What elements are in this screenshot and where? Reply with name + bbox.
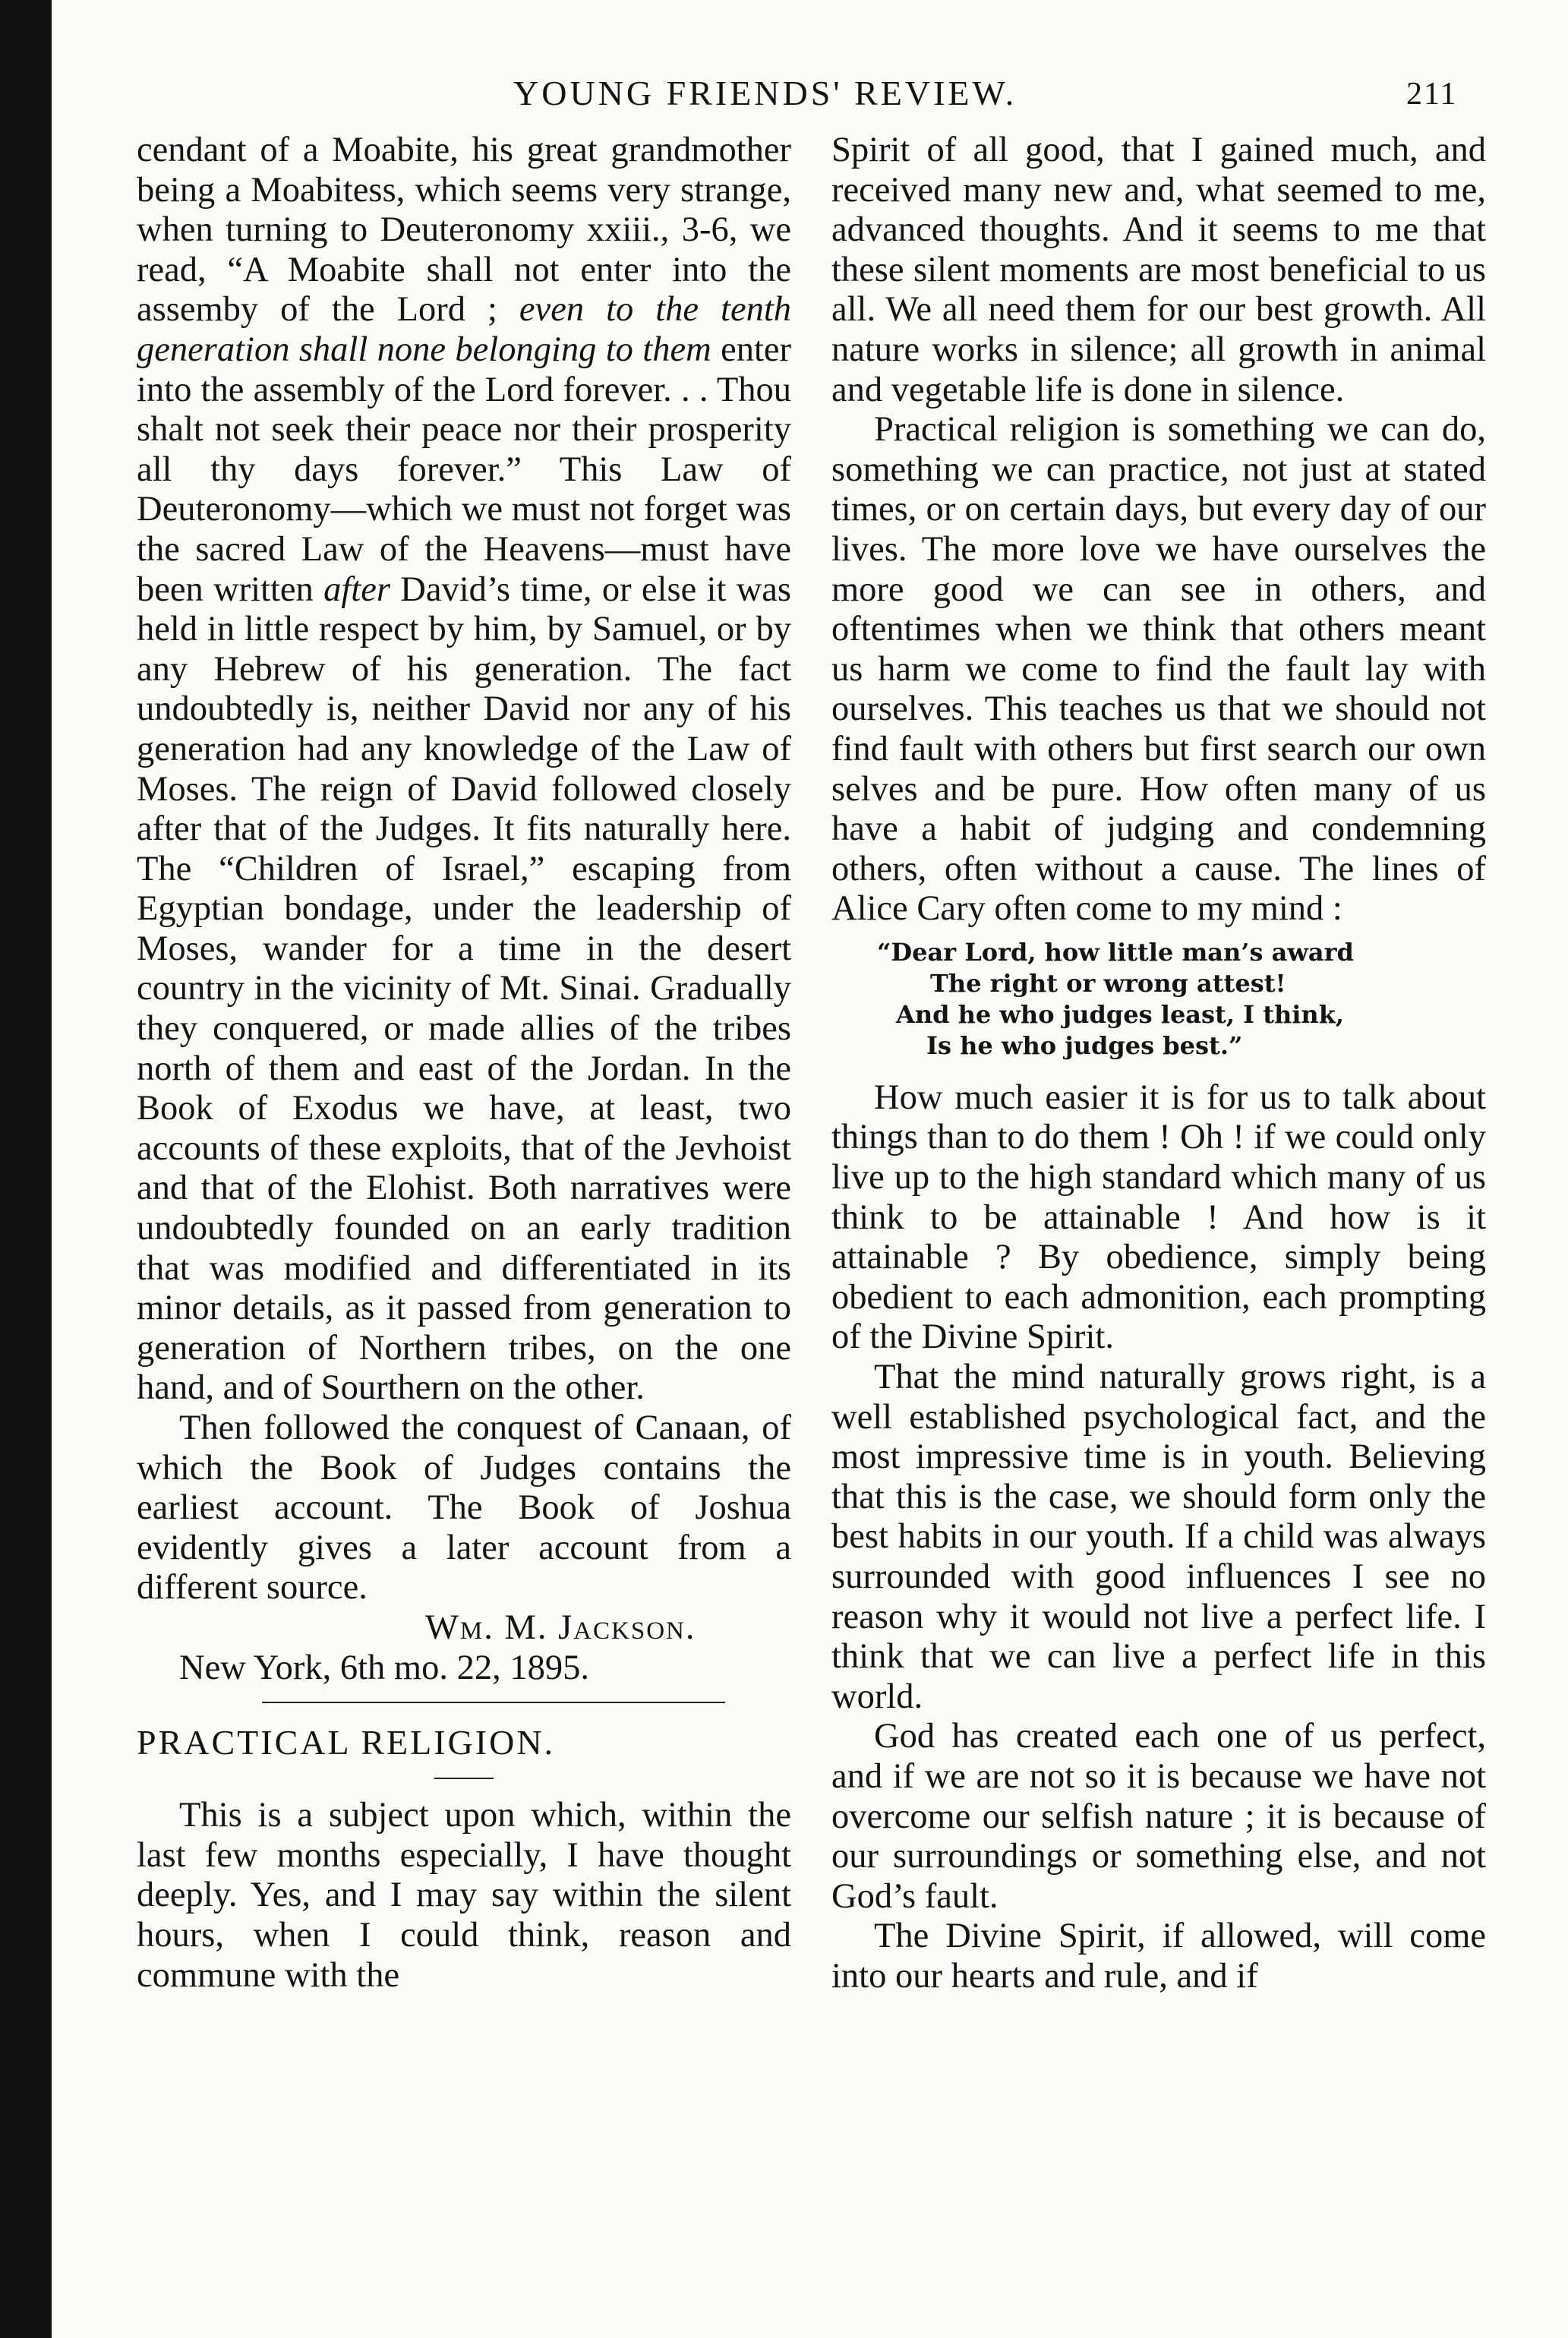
poem-line: Is he who judges best.” [926, 1030, 1243, 1060]
italic-word: after [323, 570, 390, 609]
poem-line: And he who judges least, I think, [896, 999, 1344, 1029]
place-date-line: New York, 6th mo. 22, 1895. [179, 1648, 589, 1687]
poem-line: The right or wrong attest! [930, 968, 1286, 998]
page-number: 211 [1406, 77, 1458, 112]
poem-line: “Dear Lord, how little man’s award [877, 937, 1354, 967]
running-header [0, 73, 1568, 118]
italic-phrase: even to the tenth generation shall none belonging to them [137, 290, 791, 369]
paragraph: That the mind naturally grows right, is a well established psychological fact, and the most impressive time is in youth. Believing that this is the case, we should form only the best habits in our youth. If a child was always surrounded with good influences I see no reason why it would not live a perfect life. I think that we can live a perfect life in this world. [831, 1358, 1486, 1716]
poem-quote [831, 937, 1486, 1062]
paragraph: This is a subject upon which, within the last few months especially, I have thought deeply. Yes, and I may say within the silent hours, when I could think, reason and commune with the [137, 1796, 791, 1995]
section-heading: PRACTICAL RELIGION. [137, 1723, 556, 1762]
page-binding-edge [0, 0, 52, 2338]
section-divider [262, 1702, 725, 1703]
journal-title: YOUNG FRIENDS' REVIEW. [513, 74, 1017, 112]
heading-dash [434, 1778, 494, 1779]
author-signature: Wm. M. Jackson. [425, 1608, 696, 1647]
paragraph: Then followed the conquest of Canaan, of which the Book of Judges contains the earliest account. The Book of Joshua evidently gives a later account from a different source. [137, 1409, 791, 1608]
paragraph: cendant of a Moabite, his great grandmother being a Moabitess, which seems very strange, when turning to Deuteronomy xxiii., 3-6, we read, “A Moabite shall not enter into the assemby of the Lord ; even to the tenth generation shall none belonging to them enter into the assembly of the Lord forever. . . Thou shalt not seek their peace nor their prosperity all thy days forever.” This Law of Deuteronomy—which we must not forget was the sacred Law of the Heavens—must have been written after David’s time, or else it was held in little respect by him, by Samuel, or by any Hebrew of his generation. The fact undoubtedly is, neither David nor any of his generation had any knowledge of the Law of Moses. The reign of David followed closely after that of the Judges. It fits naturally here. The “Children of Israel,” escaping from Egyptian bondage, under the leadership of Moses, wander for a time in the desert country in the vicinity of Mt. Sinai. Gradually they conquered, or made allies of the tribes north of them and east of the Jordan. In the Book of Exodus we have, at least, two accounts of these exploits, that of the Jevhoist and that of the Elohist. Both narratives were undoubtedly founded on an early tradition that was modified and differentiated in its minor details, as it passed from generation to generation of Northern tribes, on the one hand, and of Sourthern on the other. [137, 131, 792, 1408]
paragraph: The Divine Spirit, if allowed, will come into our hearts and rule, and if [831, 1917, 1486, 1996]
paragraph: God has created each one of us perfect, and if we are not so it is because we have not overcome our selfish nature ; it is because of our surroundings or something else, and not God’s fault. [831, 1717, 1486, 1916]
paragraph: Practical religion is something we can do, something we can practice, not just at stated times, or on certain days, but every day of our lives. The more love we have ourselves the more good we can see in others, and oftentimes when we think that others meant us harm we come to find the fault lay with ourselves. This teaches us that we should not find fault with others but first search our own selves and be pure. How often many of us have a habit of judging and condemning others, often without a cause. The lines of Alice Cary often come to my mind : [831, 410, 1486, 929]
paragraph: Spirit of all good, that I gained much, and received many new and, what seemed to me, advanced thoughts. And it seems to me that these silent moments are most beneficial to us all. We all need them for our best growth. All nature works in silence; all growth in animal and vegetable life is done in silence. [831, 131, 1486, 409]
right-column [831, 131, 1486, 1997]
paragraph: How much easier it is for us to talk about things than to do them ! Oh ! if we could only live up to the high standard which many of us think to be attainable ! And how is it attainable ? By obedience, simply being obedient to each admonition, each prompting of the Divine Spirit. [831, 1077, 1486, 1357]
left-column [137, 131, 791, 1996]
